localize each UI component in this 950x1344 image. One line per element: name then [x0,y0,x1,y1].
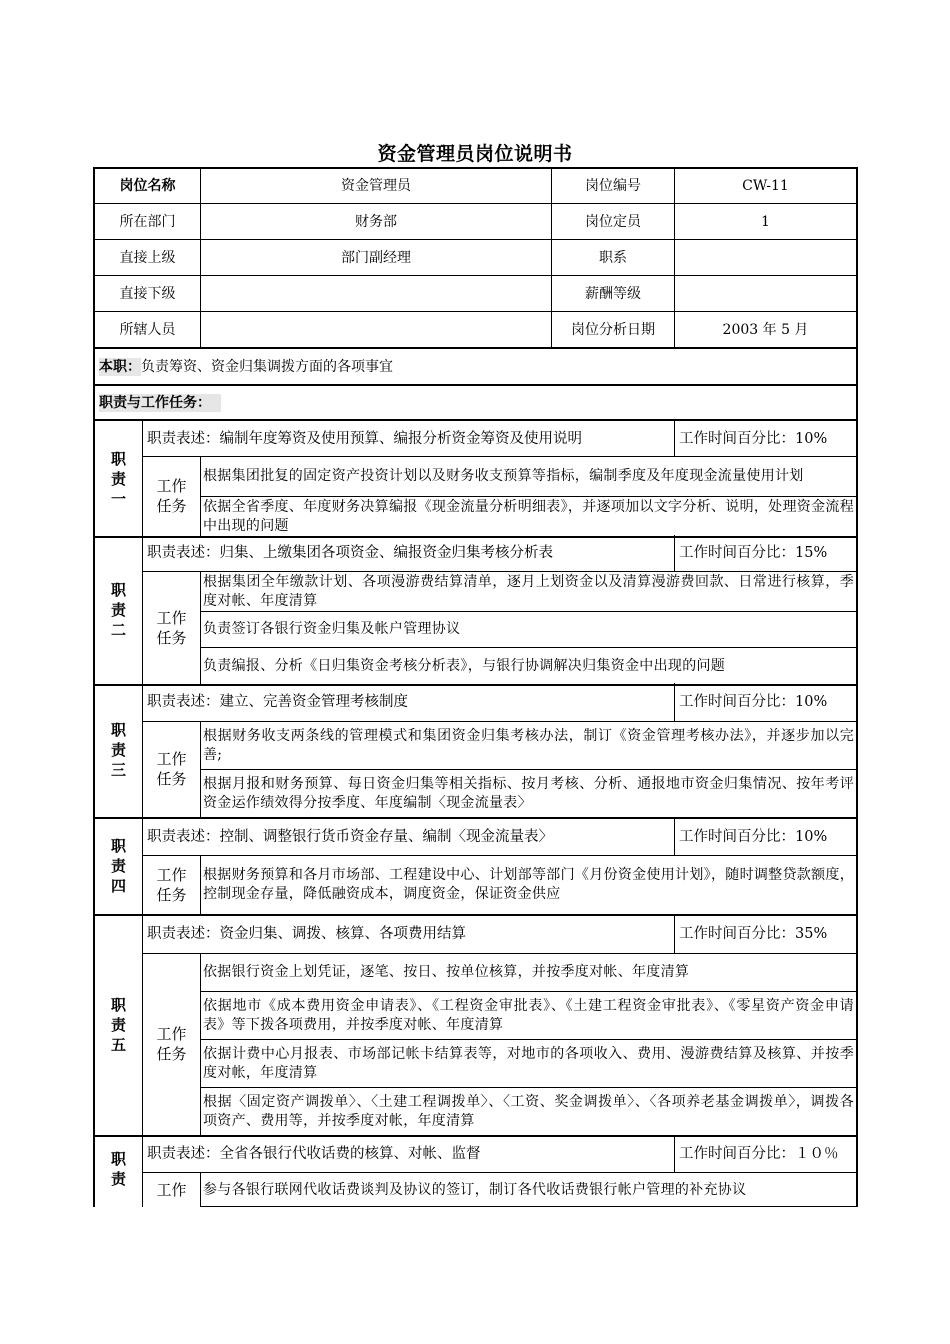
task-item [203,856,854,914]
task-item [203,770,854,817]
duty-time-percent: 工作时间百分比：15% [679,545,828,561]
duty-description: 职责表述：编制年度筹资及使用预算、编报分析资金筹资及使用说明 [147,430,582,447]
duty-name-char: 职 [110,1150,126,1168]
summary-label: 本职： [99,358,141,375]
duty-name-char: 责 [110,741,126,759]
summary-text: 负责筹资、资金归集调拨方面的各项事宜 [141,358,393,375]
duties-header: 职责与工作任务： [99,394,221,412]
duty-time-percent: 工作时间百分比：10% [679,828,828,845]
task-item [203,1040,854,1087]
work-tasks-label [143,953,200,1135]
duty-name [95,535,142,684]
work-label-line: 工作 [156,477,187,495]
duty-name-char: 三 [110,761,126,779]
duty-time-percent: 工作时间百分比：10% [679,430,828,447]
duty-name [95,421,142,536]
duty-name-char: 职 [110,580,126,599]
duty-name-char: 二 [110,620,126,639]
duty-name-char: 一 [110,489,126,508]
task-text: 依据银行资金上划凭证，逐笔、按日、按单位核算，并按季度对帐、年度清算 [203,964,690,980]
label-job-family: 职系 [599,249,627,266]
work-label-line: 任务 [156,885,187,904]
label-direct-superior: 直接上级 [119,249,176,266]
task-item [203,457,854,496]
duty-name-char: 职 [110,996,126,1014]
work-tasks-label [143,721,200,817]
task-item [203,612,854,647]
label-position-code: 岗位编号 [585,178,641,194]
work-label-line: 工作 [156,608,187,627]
duty-name-char: 职 [110,837,126,855]
task-text: 根据财务收支两条线的管理模式和集团资金归集考核办法，制订《资金管理考核办法》，并逐步加以完善; [203,727,854,763]
task-text: 参与各银行联网代收话费谈判及协议的签订，制订各代收话费银行帐户管理的补充协议 [203,1181,747,1198]
duty-name-char: 责 [110,1170,126,1188]
value-position-code: CW-11 [742,178,789,194]
task-item [203,1173,854,1207]
rule [200,571,201,684]
value-department: 财务部 [355,213,397,230]
summary-row [95,349,856,384]
duty-name [95,683,142,817]
duty-name [95,818,142,914]
label-staff: 所辖人员 [119,321,176,338]
task-text: 负责签订各银行资金归集及帐户管理协议 [203,621,461,637]
work-label-line: 工作 [156,750,187,768]
task-item [203,954,854,991]
task-text: 依据地市《成本费用资金申请表》、《工程资金审批表》、《土建工程资金审批表》、《零星资产资金申请表》等下拨各项费用，并按季度对帐、年度清算 [203,997,854,1033]
label-analysis-date: 岗位分析日期 [571,321,655,338]
work-label-line: 工作 [156,865,187,884]
duties-header-row [95,386,856,419]
duty-description: 职责表述：控制、调整银行货币资金存量、编制〈现金流量表〉 [147,828,553,845]
value-salary-grade [675,276,856,311]
value-direct-superior: 部门副经理 [341,249,411,266]
task-item [203,648,854,684]
work-tasks-label [143,571,200,684]
duty-name-char: 职 [110,721,126,739]
work-label-line: 工作 [156,1181,187,1199]
work-label-line: 任务 [156,497,187,515]
duty-time-percent: 工作时间百分比：10% [679,694,828,710]
duty-time-percent: 工作时间百分比：１０％ [679,1145,839,1162]
duty-description: 职责表述：资金归集、调拨、核算、各项费用结算 [147,926,466,942]
task-item [203,722,854,769]
rule [200,855,201,914]
page-title: 资金管理员岗位说明书 [377,143,573,165]
rule [200,1172,201,1207]
value-job-family [675,240,856,275]
work-tasks-label [143,855,200,914]
task-text: 根据月报和财务预算、每日资金归集等相关指标、按月考核、分析、通报地市资金归集情况、按年考评资金运作绩效得分按季度、年度编制〈现金流量表〉 [203,775,854,811]
work-label-line: 任务 [156,628,187,647]
rule [200,953,201,1135]
duty-description: 职责表述：建立、完善资金管理考核制度 [147,694,408,710]
label-department: 所在部门 [119,213,176,230]
duty-description: 职责表述：归集、上缴集团各项资金、编报资金归集考核分析表 [147,545,553,561]
duty-name-char: 责 [110,857,126,875]
duty-name [95,915,142,1135]
work-label-line: 任务 [156,770,187,788]
duty-name-char: 责 [110,1016,126,1034]
task-text: 根据〈固定资产调拨单〉、〈土建工程调拨单〉、〈工资、奖金调拨单〉、〈各项养老基金调拨单〉，调拨各项资产、费用等，并按季度对帐，年度清算 [203,1093,854,1129]
task-text: 依据全省季度、年度财务决算编报《现金流量分析明细表》，并逐项加以文字分析、说明，处理资金流程中出现的问题 [203,498,854,534]
duty-name-char: 职 [110,449,126,468]
duty-name-char: 责 [110,600,126,619]
work-tasks-label [143,1172,200,1207]
label-direct-subordinate: 直接下级 [119,285,176,302]
value-direct-subordinate [201,276,551,311]
value-headcount: 1 [761,213,770,230]
duty-name-char: 五 [110,1036,126,1054]
task-item [203,1088,854,1135]
task-text: 根据集团全年缴款计划、各项漫游费结算清单，逐月上划资金以及清算漫游费回款、日常进行核算，季度对帐、年度清算 [203,573,854,609]
duty-description: 职责表述：全省各银行代收话费的核算、对帐、监督 [147,1145,481,1162]
work-label-line: 任务 [156,1045,187,1063]
duty-time-percent: 工作时间百分比：35% [679,926,828,942]
duty-name [95,1135,142,1207]
label-position-name: 岗位名称 [119,178,176,194]
task-text: 根据财务预算和各月市场部、工程建设中心、计划部等部门《月份资金使用计划》，随时调整贷款额度，控制现金存量，降低融资成本，调度资金，保证资金供应 [203,867,854,902]
work-label-line: 工作 [156,1025,187,1043]
label-headcount: 岗位定员 [585,213,641,230]
value-staff [201,312,551,347]
label-salary-grade: 薪酬等级 [585,285,641,302]
task-text: 根据集团批复的固定资产投资计划以及财务收支预算等指标，编制季度及年度现金流量使用计划 [203,468,804,484]
duty-name-char: 责 [110,469,126,488]
task-text: 依据计费中心月报表、市场部记帐卡结算表等，对地市的各项收入、费用、漫游费结算及核算、并按季度对帐，年度清算 [203,1045,854,1081]
value-position-name: 资金管理员 [341,178,411,194]
task-item [203,572,854,611]
task-item [203,497,854,536]
value-analysis-date: 2003 年 5 月 [722,321,809,338]
work-tasks-label [143,456,200,536]
duty-name-char: 四 [110,877,126,895]
task-text: 负责编报、分析《日归集资金考核分析表》，与银行协调解决归集资金中出现的问题 [203,657,726,674]
task-item [203,992,854,1039]
rule [200,1206,857,1207]
